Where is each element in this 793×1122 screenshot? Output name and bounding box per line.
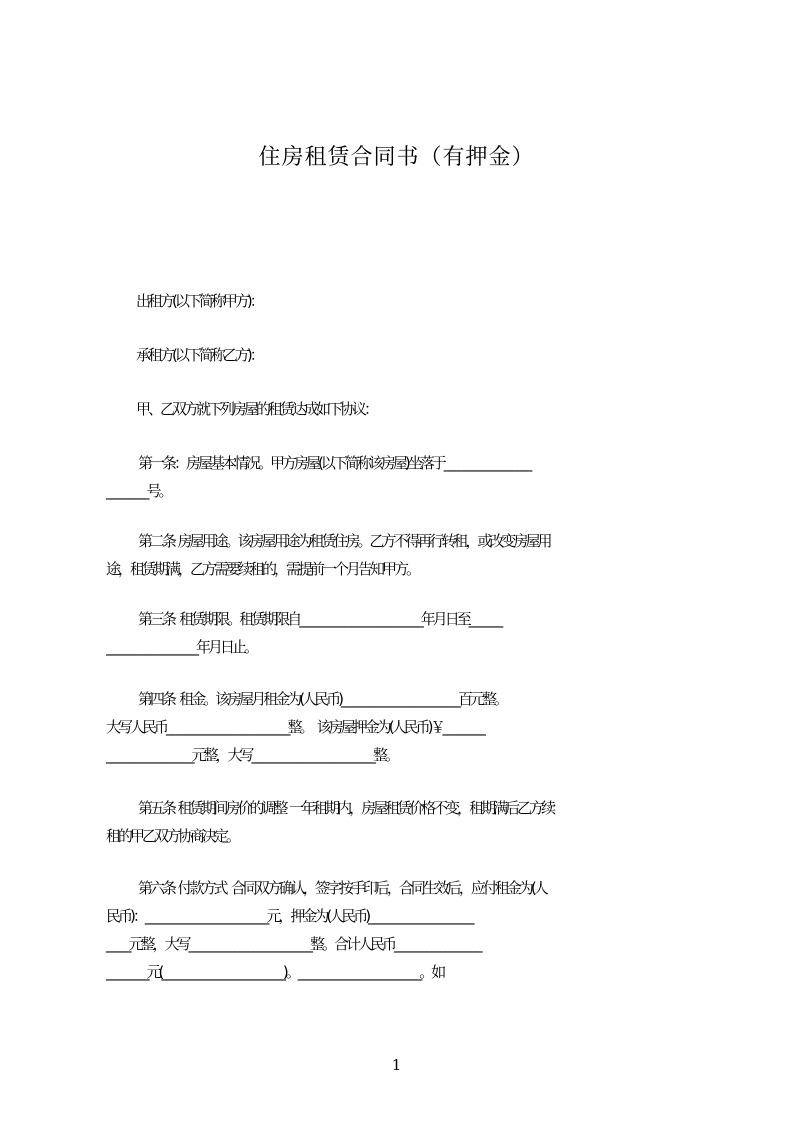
page-number: 1 — [391, 1056, 402, 1074]
article-1-line-1: 第一条：房屋基本情况。甲方房屋(以下简称该房屋)坐落于___________________ — [138, 454, 530, 472]
article-6-line-2: 民币)：___________________________元，押金为(人民币)_______________________ — [106, 907, 472, 925]
article-5-line-2: 租的甲乙双方协商决定。 — [106, 827, 239, 845]
article-5-line-1: 第五条 租赁期间房价的调整 一年租期内，房屋租赁价格不变，租期满后乙方续 — [138, 799, 554, 817]
article-4-line-1: 第四条 租金。该房屋月租金为(人民币)__________________________百元整。 — [138, 690, 507, 708]
article-4-line-2: 大写人民币___________________________整。 该房屋押金为(人民币)￥_________ — [106, 718, 484, 736]
article-4-line-3: ___________________元整，大写___________________________整。 — [106, 746, 398, 764]
document-title: 住房租赁合同书（有押金） — [258, 145, 535, 170]
article-6-line-4: _________元(___________________________)。___________________________。如 — [106, 963, 444, 981]
article-3-line-1: 第三条 租赁期限。租赁期限自___________________________年月日至_______ — [138, 610, 501, 628]
article-6-line-3: _____元整，大写___________________________整。合计人民币___________________ — [106, 935, 480, 953]
intro-line: 甲、乙双方就下列房屋的租赁达成如下协议： — [136, 400, 377, 418]
article-3-line-2: ____________________年月日止。 — [106, 638, 257, 656]
article-2-line-2: 途，租赁期满，乙方需要续租的，需提前一个月告知甲方。 — [106, 560, 419, 578]
article-2-line-1: 第二条 房屋用途。该房屋用途为租赁住房。乙方不得再行转租，或改变房屋用 — [138, 532, 550, 550]
lessor-line: 出租方(以下简称甲方)： — [136, 292, 262, 310]
lessee-line: 承租方(以下简称乙方)： — [136, 346, 262, 364]
article-1-line-2: _________号。 — [106, 482, 171, 500]
article-6-line-1: 第六条 付款方式 合同双方确认，签字按手印后，合同生效后，应付租金为(人 — [138, 879, 546, 897]
